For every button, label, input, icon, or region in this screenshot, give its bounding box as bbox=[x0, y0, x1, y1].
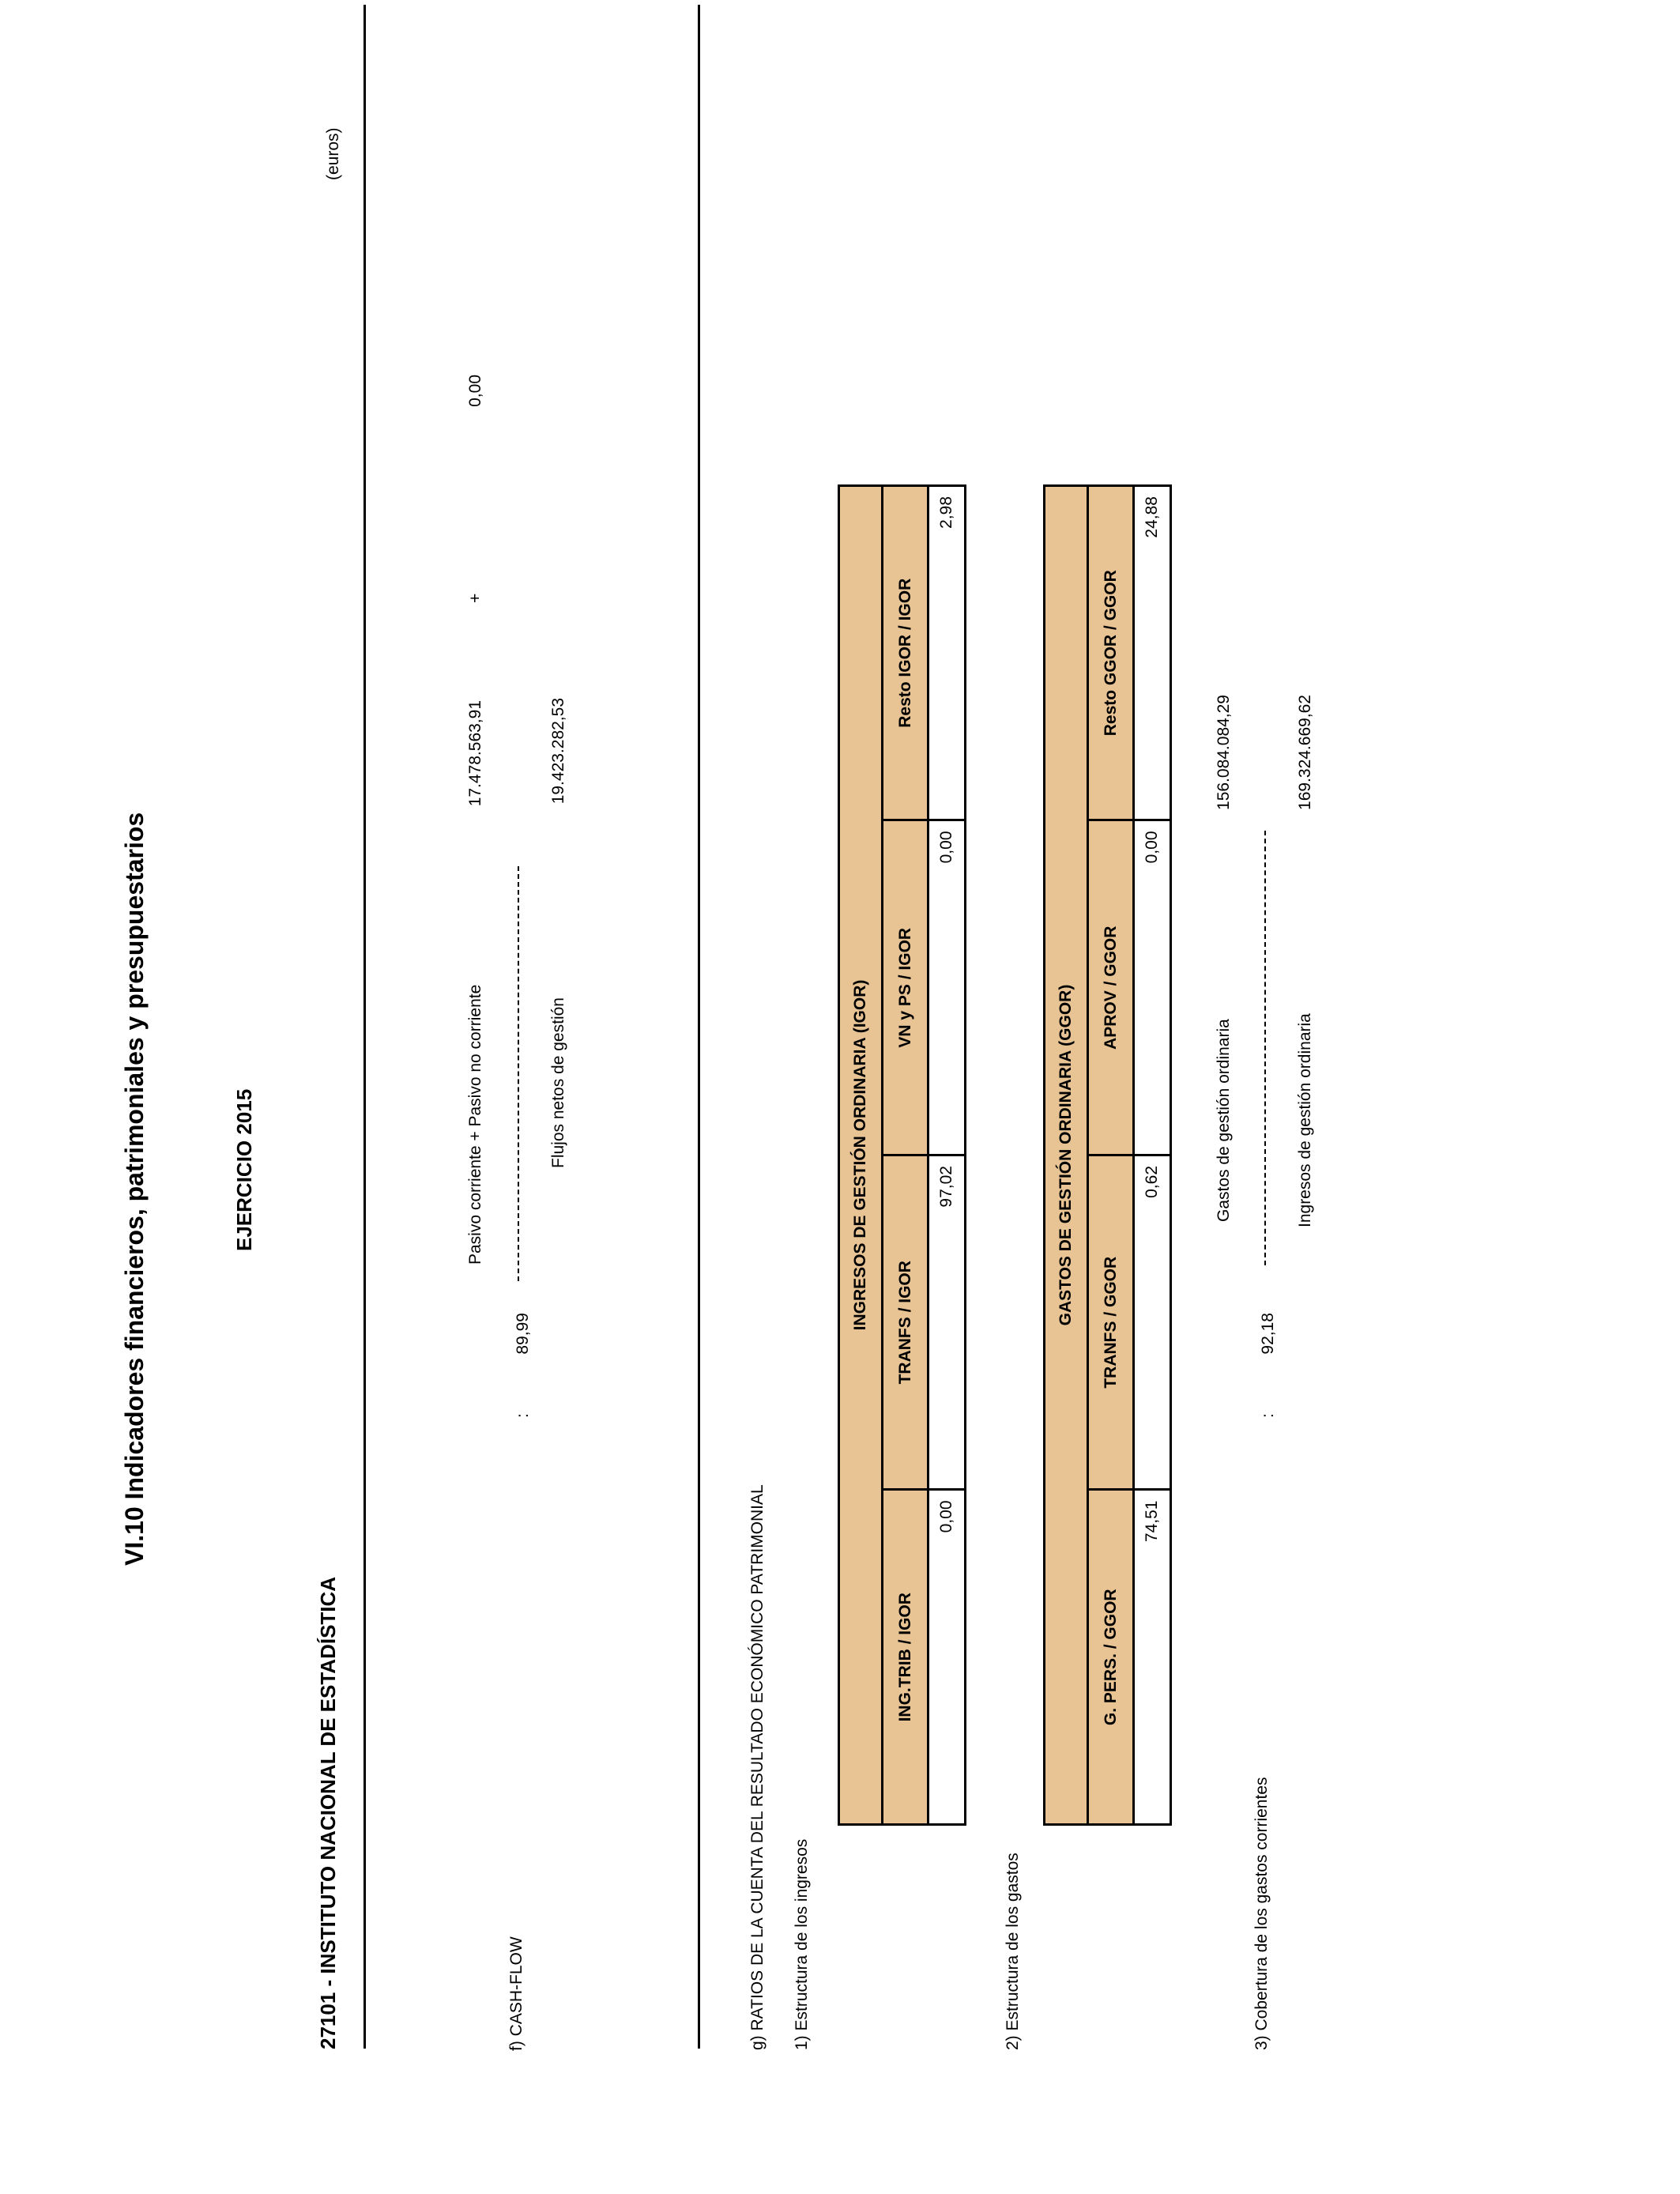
ingresos-table-title: INGRESOS DE GESTIÓN ORDINARIA (IGOR) bbox=[839, 486, 883, 1825]
gastos-col-header: APROV / GGOR bbox=[1088, 820, 1134, 1155]
ingresos-col-header: TRANFS / IGOR bbox=[883, 1155, 929, 1491]
page-title: VI.10 Indicadores financieros, patrimoniales y presupuestarios bbox=[120, 812, 149, 1566]
gastos-value-cell: 0,62 bbox=[1134, 1155, 1171, 1491]
gastos-value-cell: 0,00 bbox=[1134, 820, 1171, 1155]
cobertura-value: 92,18 bbox=[1259, 1313, 1277, 1355]
ingresos-col-header: Resto IGOR / IGOR bbox=[883, 486, 929, 821]
gastos-col-header: G. PERS. / GGOR bbox=[1088, 1490, 1134, 1825]
cashflow-extra-value: 0,00 bbox=[466, 375, 484, 407]
ingresos-col-header: ING.TRIB / IGOR bbox=[883, 1490, 929, 1825]
cashflow-label: f) CASH-FLOW bbox=[507, 1936, 525, 2051]
cashflow-numerator-value: 17.478.563,91 bbox=[466, 700, 484, 807]
ingresos-value-cell: 97,02 bbox=[929, 1155, 966, 1491]
section-rule bbox=[698, 5, 700, 2049]
ingresos-value-cell: 0,00 bbox=[929, 1490, 966, 1825]
gastos-structure-label: 2) Estructura de los gastos bbox=[1004, 1853, 1022, 2050]
cashflow-value: 89,99 bbox=[514, 1313, 532, 1355]
cobertura-numerator-value: 156.084.084,29 bbox=[1215, 695, 1233, 810]
cobertura-denominator-value: 169.324.669,62 bbox=[1296, 695, 1314, 810]
cobertura-label: 3) Cobertura de los gastos corrientes bbox=[1252, 1777, 1271, 2050]
gastos-table bbox=[1043, 484, 1172, 1826]
ingresos-col-header: VN y PS / IGOR bbox=[883, 820, 929, 1155]
ingresos-table bbox=[838, 484, 966, 1826]
cashflow-colon: : bbox=[514, 1413, 532, 1418]
gastos-table-title: GASTOS DE GESTIÓN ORDINARIA (GGOR) bbox=[1045, 486, 1088, 1825]
entity-title: 27101 - INSTITUTO NACIONAL DE ESTADÍSTICA bbox=[316, 1576, 340, 2049]
cashflow-fraction-line bbox=[518, 866, 519, 1281]
cobertura-colon: : bbox=[1259, 1413, 1277, 1418]
cashflow-denominator-value: 19.423.282,53 bbox=[549, 698, 567, 805]
cobertura-fraction-line bbox=[1264, 831, 1266, 1265]
cobertura-numerator-label: Gastos de gestión ordinaria bbox=[1215, 1019, 1233, 1222]
cashflow-plus: + bbox=[466, 593, 484, 603]
ingresos-structure-label: 1) Estructura de los ingresos bbox=[793, 1838, 811, 2050]
cashflow-numerator-label: Pasivo corriente + Pasivo no corriente bbox=[466, 984, 484, 1265]
ingresos-value-cell: 0,00 bbox=[929, 820, 966, 1155]
gastos-value-cell: 74,51 bbox=[1134, 1490, 1171, 1825]
exercise-title: EJERCICIO 2015 bbox=[232, 1088, 256, 1251]
ratios-heading: g) RATIOS DE LA CUENTA DEL RESULTADO ECONÓMICO PATRIMONIAL bbox=[748, 1484, 767, 2050]
gastos-col-header: TRANFS / GGOR bbox=[1088, 1155, 1134, 1491]
cashflow-denominator-label: Flujos netos de gestión bbox=[549, 997, 567, 1168]
gastos-value-cell: 24,88 bbox=[1134, 486, 1171, 821]
gastos-col-header: Resto GGOR / GGOR bbox=[1088, 486, 1134, 821]
units-label: (euros) bbox=[324, 127, 342, 180]
cobertura-denominator-label: Ingresos de gestión ordinaria bbox=[1296, 1013, 1314, 1227]
header-rule bbox=[363, 5, 366, 2049]
ingresos-value-cell: 2,98 bbox=[929, 486, 966, 821]
